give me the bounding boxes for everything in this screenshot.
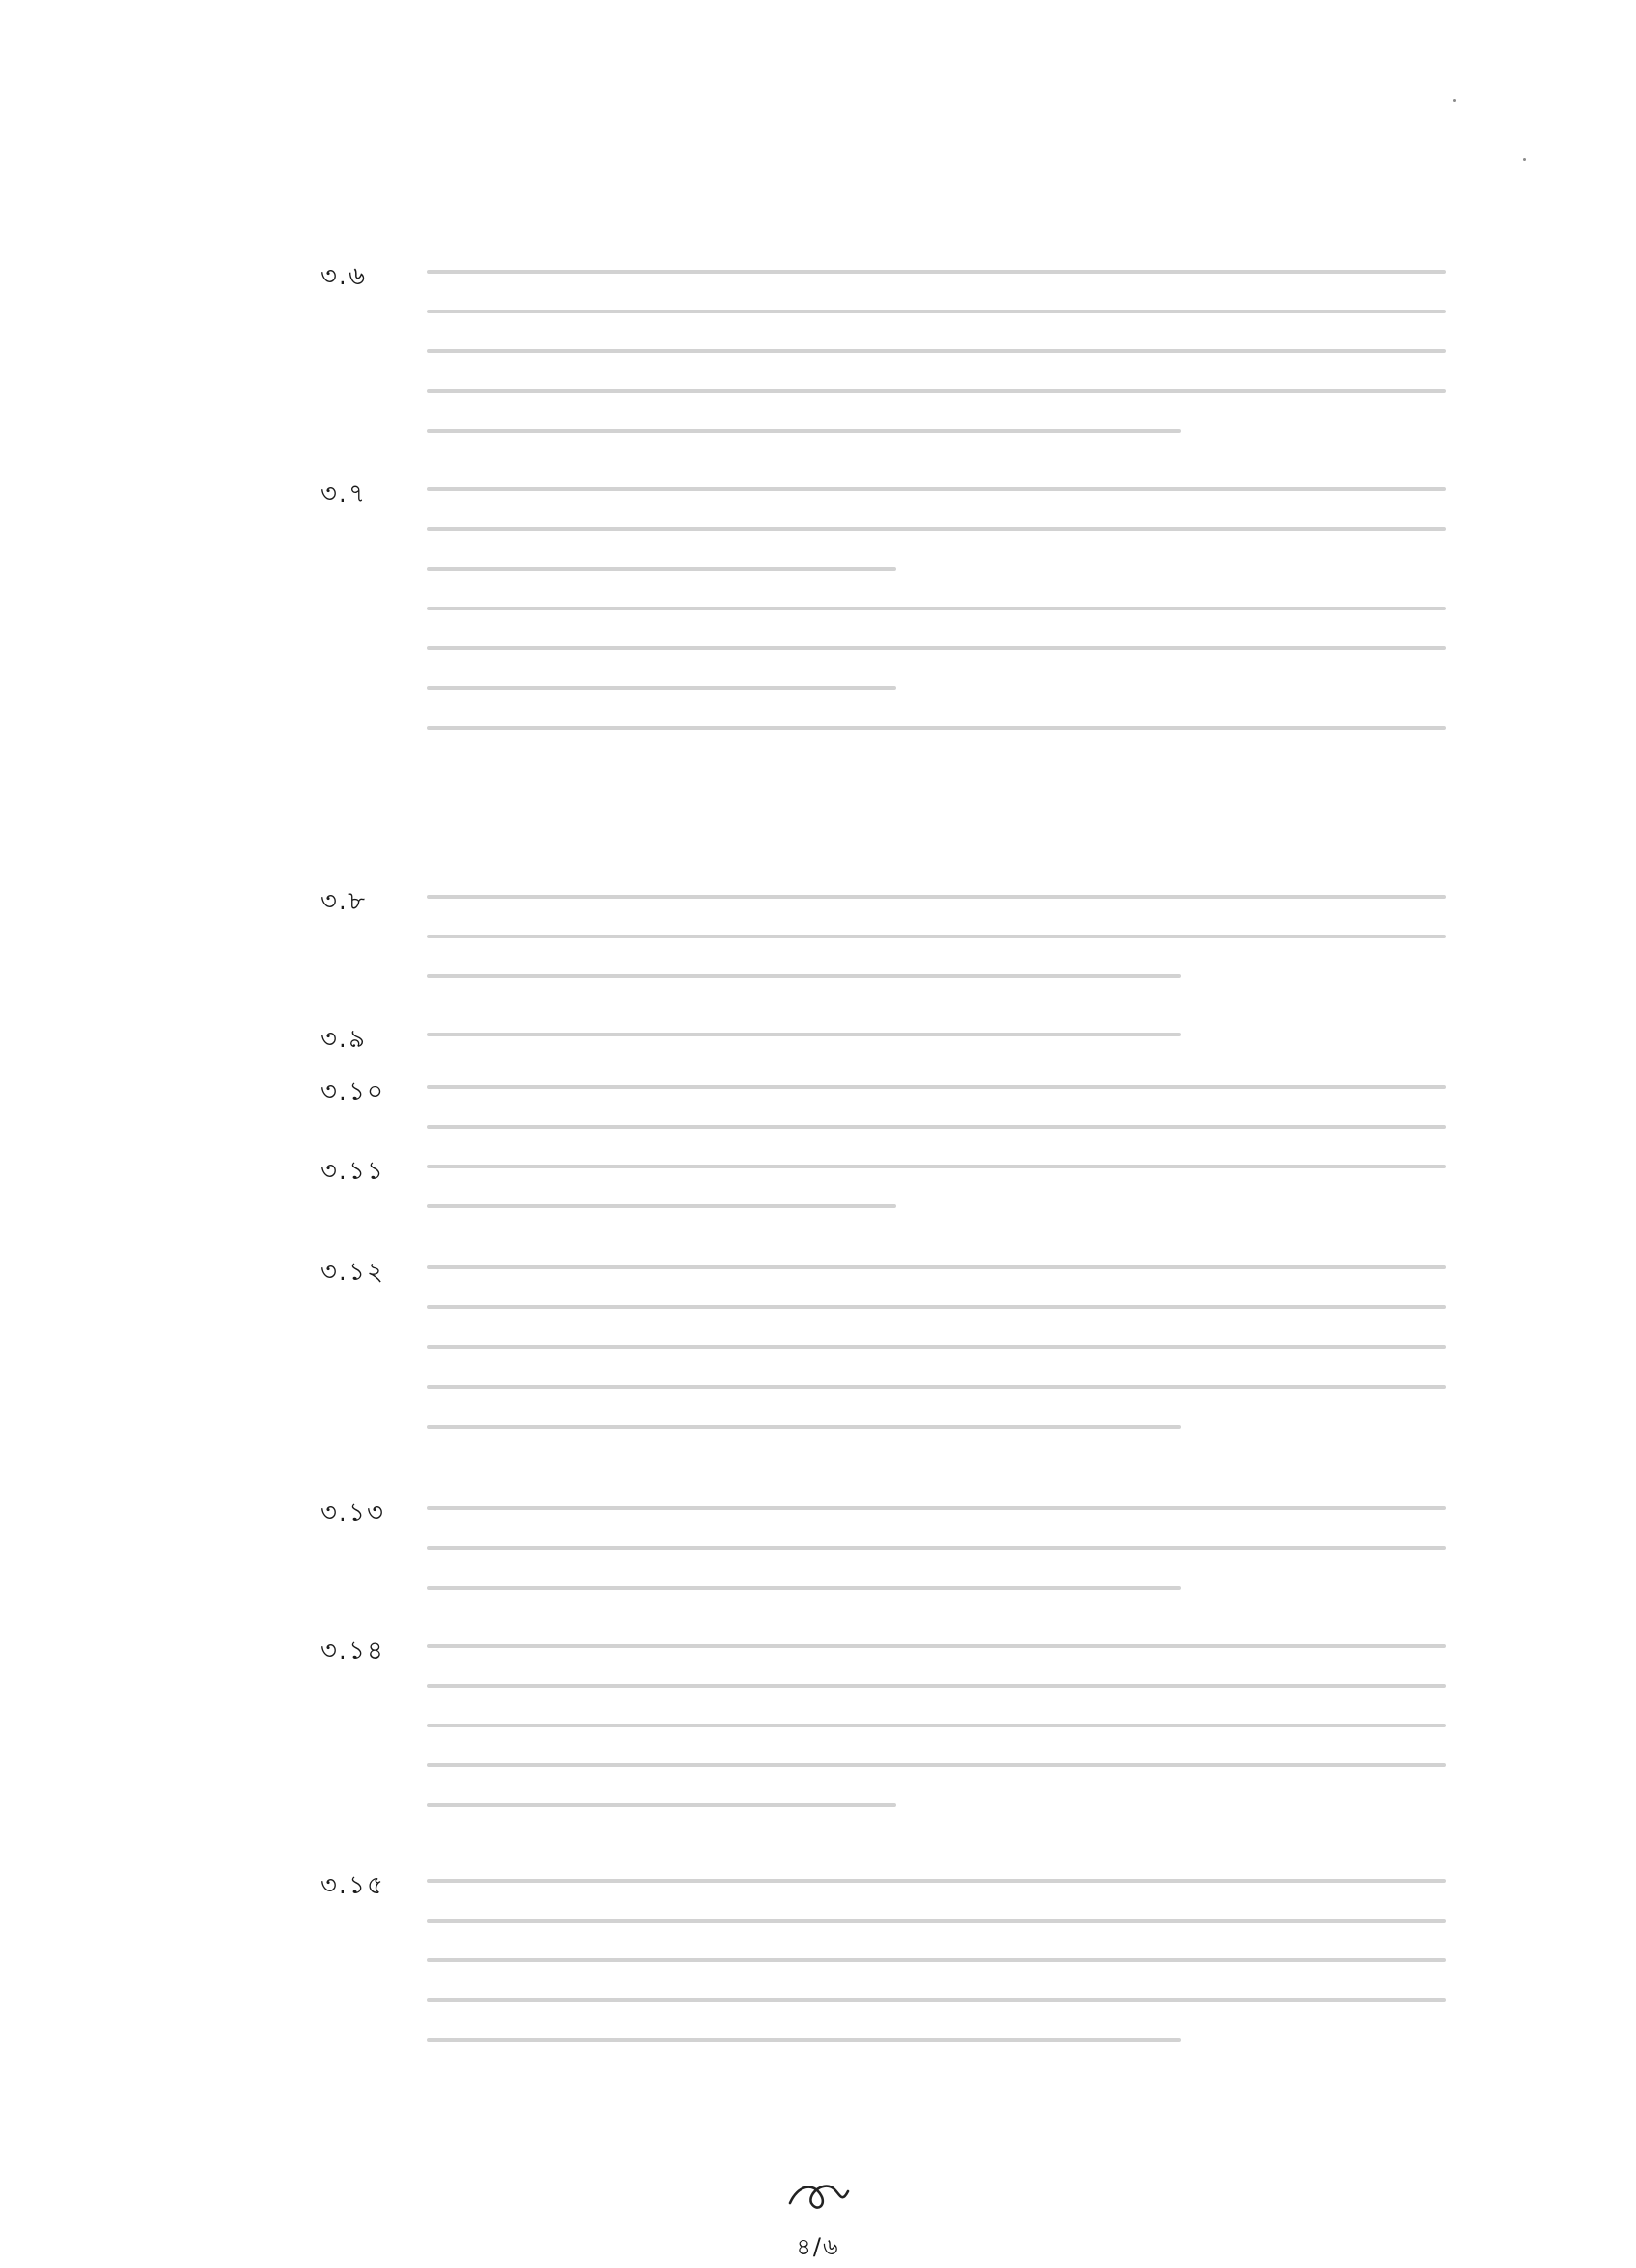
scan-speck — [1523, 158, 1526, 161]
paragraph-number: ৩.১৫ — [320, 1871, 385, 1900]
paragraph-3-13 — [320, 1493, 1446, 1605]
paragraph-text-lines — [427, 1151, 1446, 1244]
paragraph-number: ৩.১৪ — [320, 1636, 385, 1665]
paragraph-3-6 — [320, 256, 1446, 460]
paragraph-3-7 — [320, 474, 1446, 864]
paragraph-text-lines — [427, 256, 1446, 469]
paragraph-text-lines — [427, 1019, 1446, 1072]
paragraph-number: ৩.৯ — [320, 1025, 368, 1054]
paragraph-3-15 — [320, 1865, 1446, 2065]
paragraph-number: ৩.১০ — [320, 1077, 385, 1106]
scan-speck — [1453, 99, 1456, 102]
paragraph-number: ৩.১১ — [320, 1157, 385, 1186]
page-number: ৪/৬ — [796, 2233, 840, 2260]
paragraph-3-12 — [320, 1252, 1446, 1458]
paragraph-text-lines — [427, 1252, 1446, 1464]
handwritten-signature — [784, 2174, 854, 2219]
paragraph-number: ৩.৭ — [320, 479, 368, 509]
paragraph-number: ৩.১৩ — [320, 1498, 385, 1528]
paragraph-text-lines — [427, 474, 1446, 766]
paragraph-number: ৩.৮ — [320, 887, 368, 916]
paragraph-3-11 — [320, 1151, 1446, 1225]
paragraph-3-8 — [320, 881, 1446, 994]
paragraph-text-lines — [427, 881, 1446, 1014]
paragraph-3-10 — [320, 1071, 1446, 1145]
paragraph-text-lines — [427, 1630, 1446, 1843]
paragraph-text-lines — [427, 1865, 1446, 2078]
paragraph-number: ৩.১২ — [320, 1258, 385, 1287]
paragraph-text-lines — [427, 1493, 1446, 1626]
paragraph-number: ৩.৬ — [320, 262, 368, 291]
paragraph-3-9 — [320, 1019, 1446, 1054]
paragraph-3-14 — [320, 1630, 1446, 1832]
